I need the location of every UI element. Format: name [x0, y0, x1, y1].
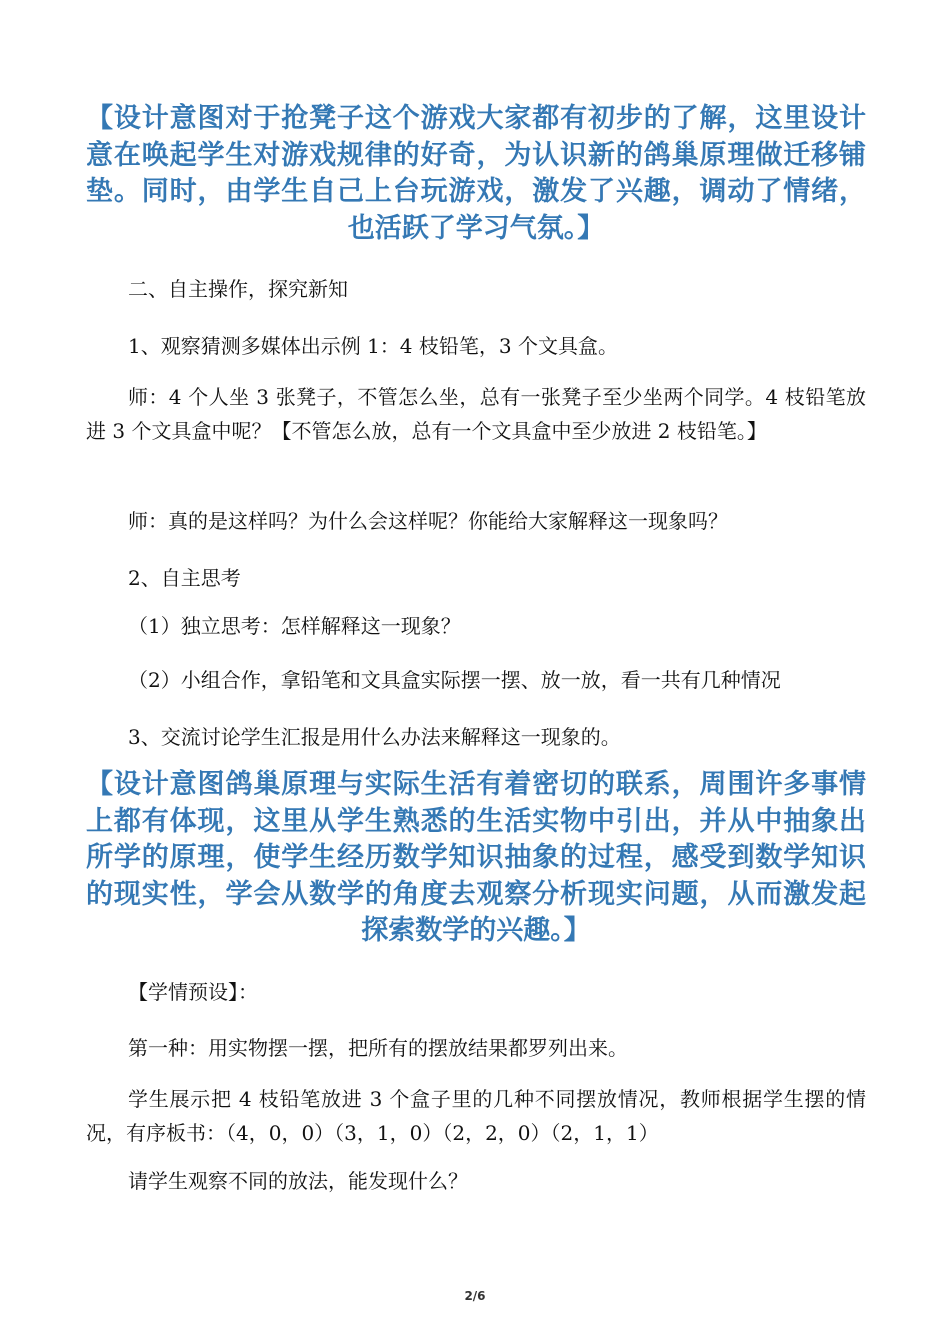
paragraph-item-2: 2、自主思考 [128, 566, 241, 590]
preset-heading: 【学情预设】： [128, 980, 258, 1004]
paragraph-teacher-2: 师：真的是这样吗？为什么会这样呢？你能给大家解释这一现象吗？ [128, 509, 728, 533]
paragraph-method-1: 第一种：用实物摆一摆，把所有的摆放结果都罗列出来。 [128, 1036, 628, 1060]
paragraph-sub-1: （1）独立思考：怎样解释这一现象？ [128, 614, 461, 638]
paragraph-item-1: 1、观察猜测多媒体出示例 1：4 枝铅笔，3 个文具盒。 [128, 334, 618, 358]
paragraph-item-3: 3、交流讨论学生汇报是用什么办法来解释这一现象的。 [128, 725, 621, 749]
paragraph-teacher-1: 师：4 个人坐 3 张凳子，不管怎么坐，总有一张凳子至少坐两个同学。4 枝铅笔放进 3 个文具盒中呢？【不管怎么放，总有一个文具盒中至少放进 2 枝铅笔。】 [86, 385, 866, 443]
page-number: 2/6 [464, 1289, 486, 1303]
design-intent-note-2: 【设计意图鸽巢原理与实际生活有着密切的联系，周围许多事情上都有体现，这里从学生熟悉的生活实物中引出，并从中抽象出所学的原理，使学生经历数学知识抽象的过程，感受到数学知识的现实性，学会从数学的角度去观察分析现实问题，从而激发起探索数学的兴趣。】 [86, 769, 866, 946]
paragraph-sub-2: （2）小组合作，拿铅笔和文具盒实际摆一摆、放一放，看一共有几种情况 [128, 668, 781, 692]
section-heading: 二、自主操作，探究新知 [128, 277, 348, 301]
paragraph-student-display: 学生展示把 4 枝铅笔放进 3 个盒子里的几种不同摆放情况，教师根据学生摆的情况，有序板书：（4，0，0）（3，1，0）（2，2，0）（2，1，1） [86, 1087, 866, 1145]
design-intent-note-1: 【设计意图对于抢凳子这个游戏大家都有初步的了解，这里设计意在唤起学生对游戏规律的好奇，为认识新的鸽巢原理做迁移铺垫。同时，由学生自己上台玩游戏，激发了兴趣，调动了情绪，也活跃了学习气氛。】 [86, 103, 866, 244]
paragraph-observe-prompt: 请学生观察不同的放法，能发现什么？ [128, 1169, 468, 1193]
